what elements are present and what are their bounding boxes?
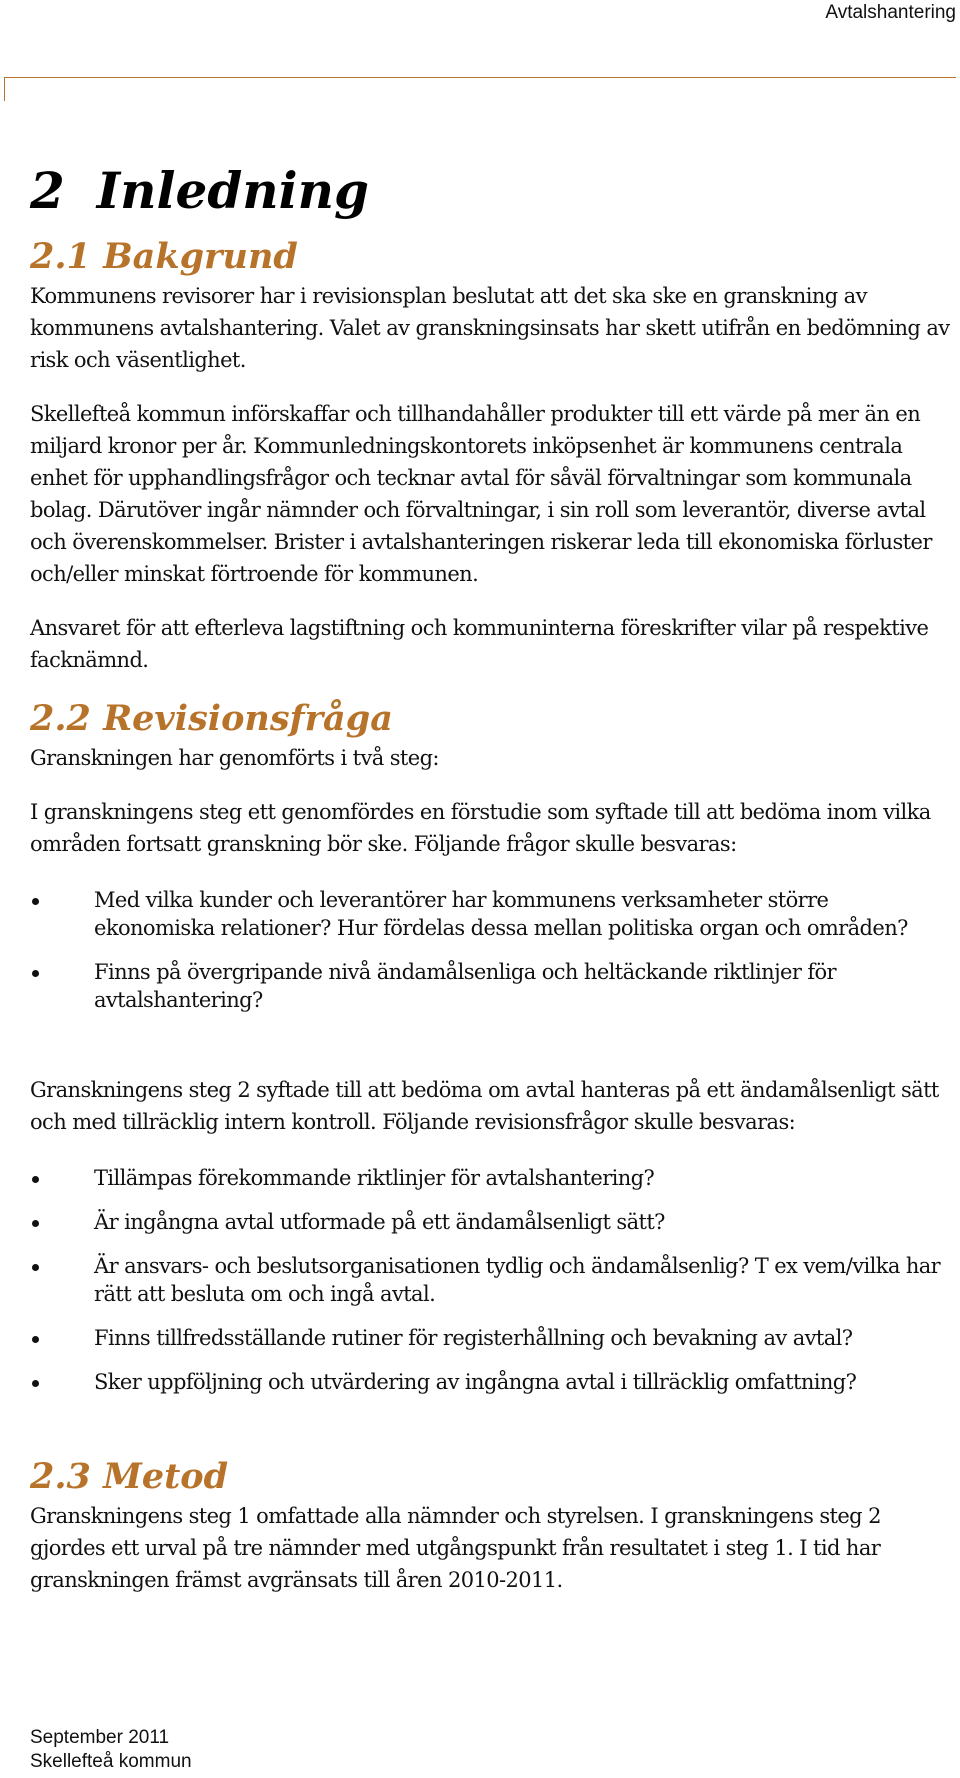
bullet-icon — [32, 1176, 39, 1183]
footer-date: September 2011 — [30, 1727, 170, 1748]
header-divider — [4, 77, 956, 78]
bullet-icon — [32, 898, 39, 905]
chapter-title: Inledning — [96, 161, 369, 220]
list-item-text: Sker uppföljning och utvärdering av ingångna avtal i tillräcklig omfattning? — [94, 1370, 857, 1394]
list-item — [30, 1252, 952, 1308]
list-item — [30, 1208, 952, 1236]
list-item-text: Är ansvars- och beslutsorganisationen tydlig och ändamålsenlig? T ex vem/vilka har rätt att besluta om och ingå avtal. — [94, 1254, 941, 1306]
section-heading-revisionsfraga: 2.2 Revisionsfråga — [30, 698, 393, 739]
bakgrund-paragraph-2: Skellefteå kommun införskaffar och tillhandahåller produkter till ett värde på mer än en miljard kronor per år. Kommunledningskontorets inköpsenhet är kommunens centrala enhet för upphandlingsfrågor och tecknar avtal för såväl förvaltningar som kommunala bolag. Därutöver ingår nämnder och förvaltningar, i sin roll som leverantör, diverse avtal och överenskommelser. Brister i avtalshanteringen riskerar leda till ekonomiska förluster och/eller minskat förtroende för kommunen. — [30, 402, 932, 586]
chapter-number: 2 — [30, 161, 65, 220]
metod-paragraph: Granskningens steg 1 omfattade alla nämnder och styrelsen. I granskningens steg 2 gjordes ett urval på tre nämnder med utgångspunkt från resultatet i steg 1. I tid har granskningen främst avgränsats till åren 2010-2011. — [30, 1504, 881, 1592]
bullet-icon — [32, 1336, 39, 1343]
revisionsfraga-step2-text: Granskningens steg 2 syftade till att bedöma om avtal hanteras på ett ändamålsenligt sätt och med tillräcklig intern kontroll. Följande revisionsfrågor skulle besvaras: — [30, 1078, 939, 1134]
list-item — [30, 1164, 952, 1192]
step2-question-list — [30, 1164, 952, 1396]
list-item-text: Tillämpas förekommande riktlinjer för avtalshantering? — [94, 1166, 655, 1190]
bakgrund-paragraph-3: Ansvaret för att efterleva lagstiftning och kommuninterna föreskrifter vilar på respektive facknämnd. — [30, 616, 929, 672]
list-item — [30, 1324, 952, 1352]
revisionsfraga-step1-text: I granskningens steg ett genomfördes en förstudie som syftade till att bedöma inom vilka områden fortsatt granskning bör ske. Följande frågor skulle besvaras: — [30, 800, 931, 856]
list-item-text: Finns på övergripande nivå ändamålsenliga och heltäckande riktlinjer för avtalshantering? — [94, 960, 836, 1012]
running-header-title: Avtalshantering — [825, 2, 956, 23]
list-item-text: Med vilka kunder och leverantörer har kommunens verksamheter större ekonomiska relationer? Hur fördelas dessa mellan politiska organ och områden? — [94, 888, 908, 940]
bullet-icon — [32, 1220, 39, 1227]
header-divider-tick — [4, 77, 5, 101]
page-footer — [30, 1726, 192, 1774]
bullet-icon — [32, 1380, 39, 1387]
bakgrund-paragraph-1: Kommunens revisorer har i revisionsplan beslutat att det ska ske en granskning av kommunens avtalshantering. Valet av granskningsinsats har skett utifrån en bedömning av risk och väsentlighet. — [30, 284, 950, 372]
list-item — [30, 886, 952, 942]
list-item — [30, 958, 952, 1014]
section-heading-bakgrund: 2.1 Bakgrund — [30, 236, 298, 277]
list-item — [30, 1368, 952, 1396]
bullet-icon — [32, 1264, 39, 1271]
section-heading-metod: 2.3 Metod — [30, 1456, 229, 1497]
list-item-text: Är ingångna avtal utformade på ett ändamålsenligt sätt? — [94, 1210, 665, 1234]
chapter-heading — [30, 163, 952, 218]
revisionsfraga-intro: Granskningen har genomförts i två steg: — [30, 746, 439, 770]
step1-question-list — [30, 886, 952, 1014]
footer-organization: Skellefteå kommun — [30, 1751, 192, 1772]
list-item-text: Finns tillfredsställande rutiner för registerhållning och bevakning av avtal? — [94, 1326, 853, 1350]
bullet-icon — [32, 970, 39, 977]
document-body — [30, 163, 952, 1596]
